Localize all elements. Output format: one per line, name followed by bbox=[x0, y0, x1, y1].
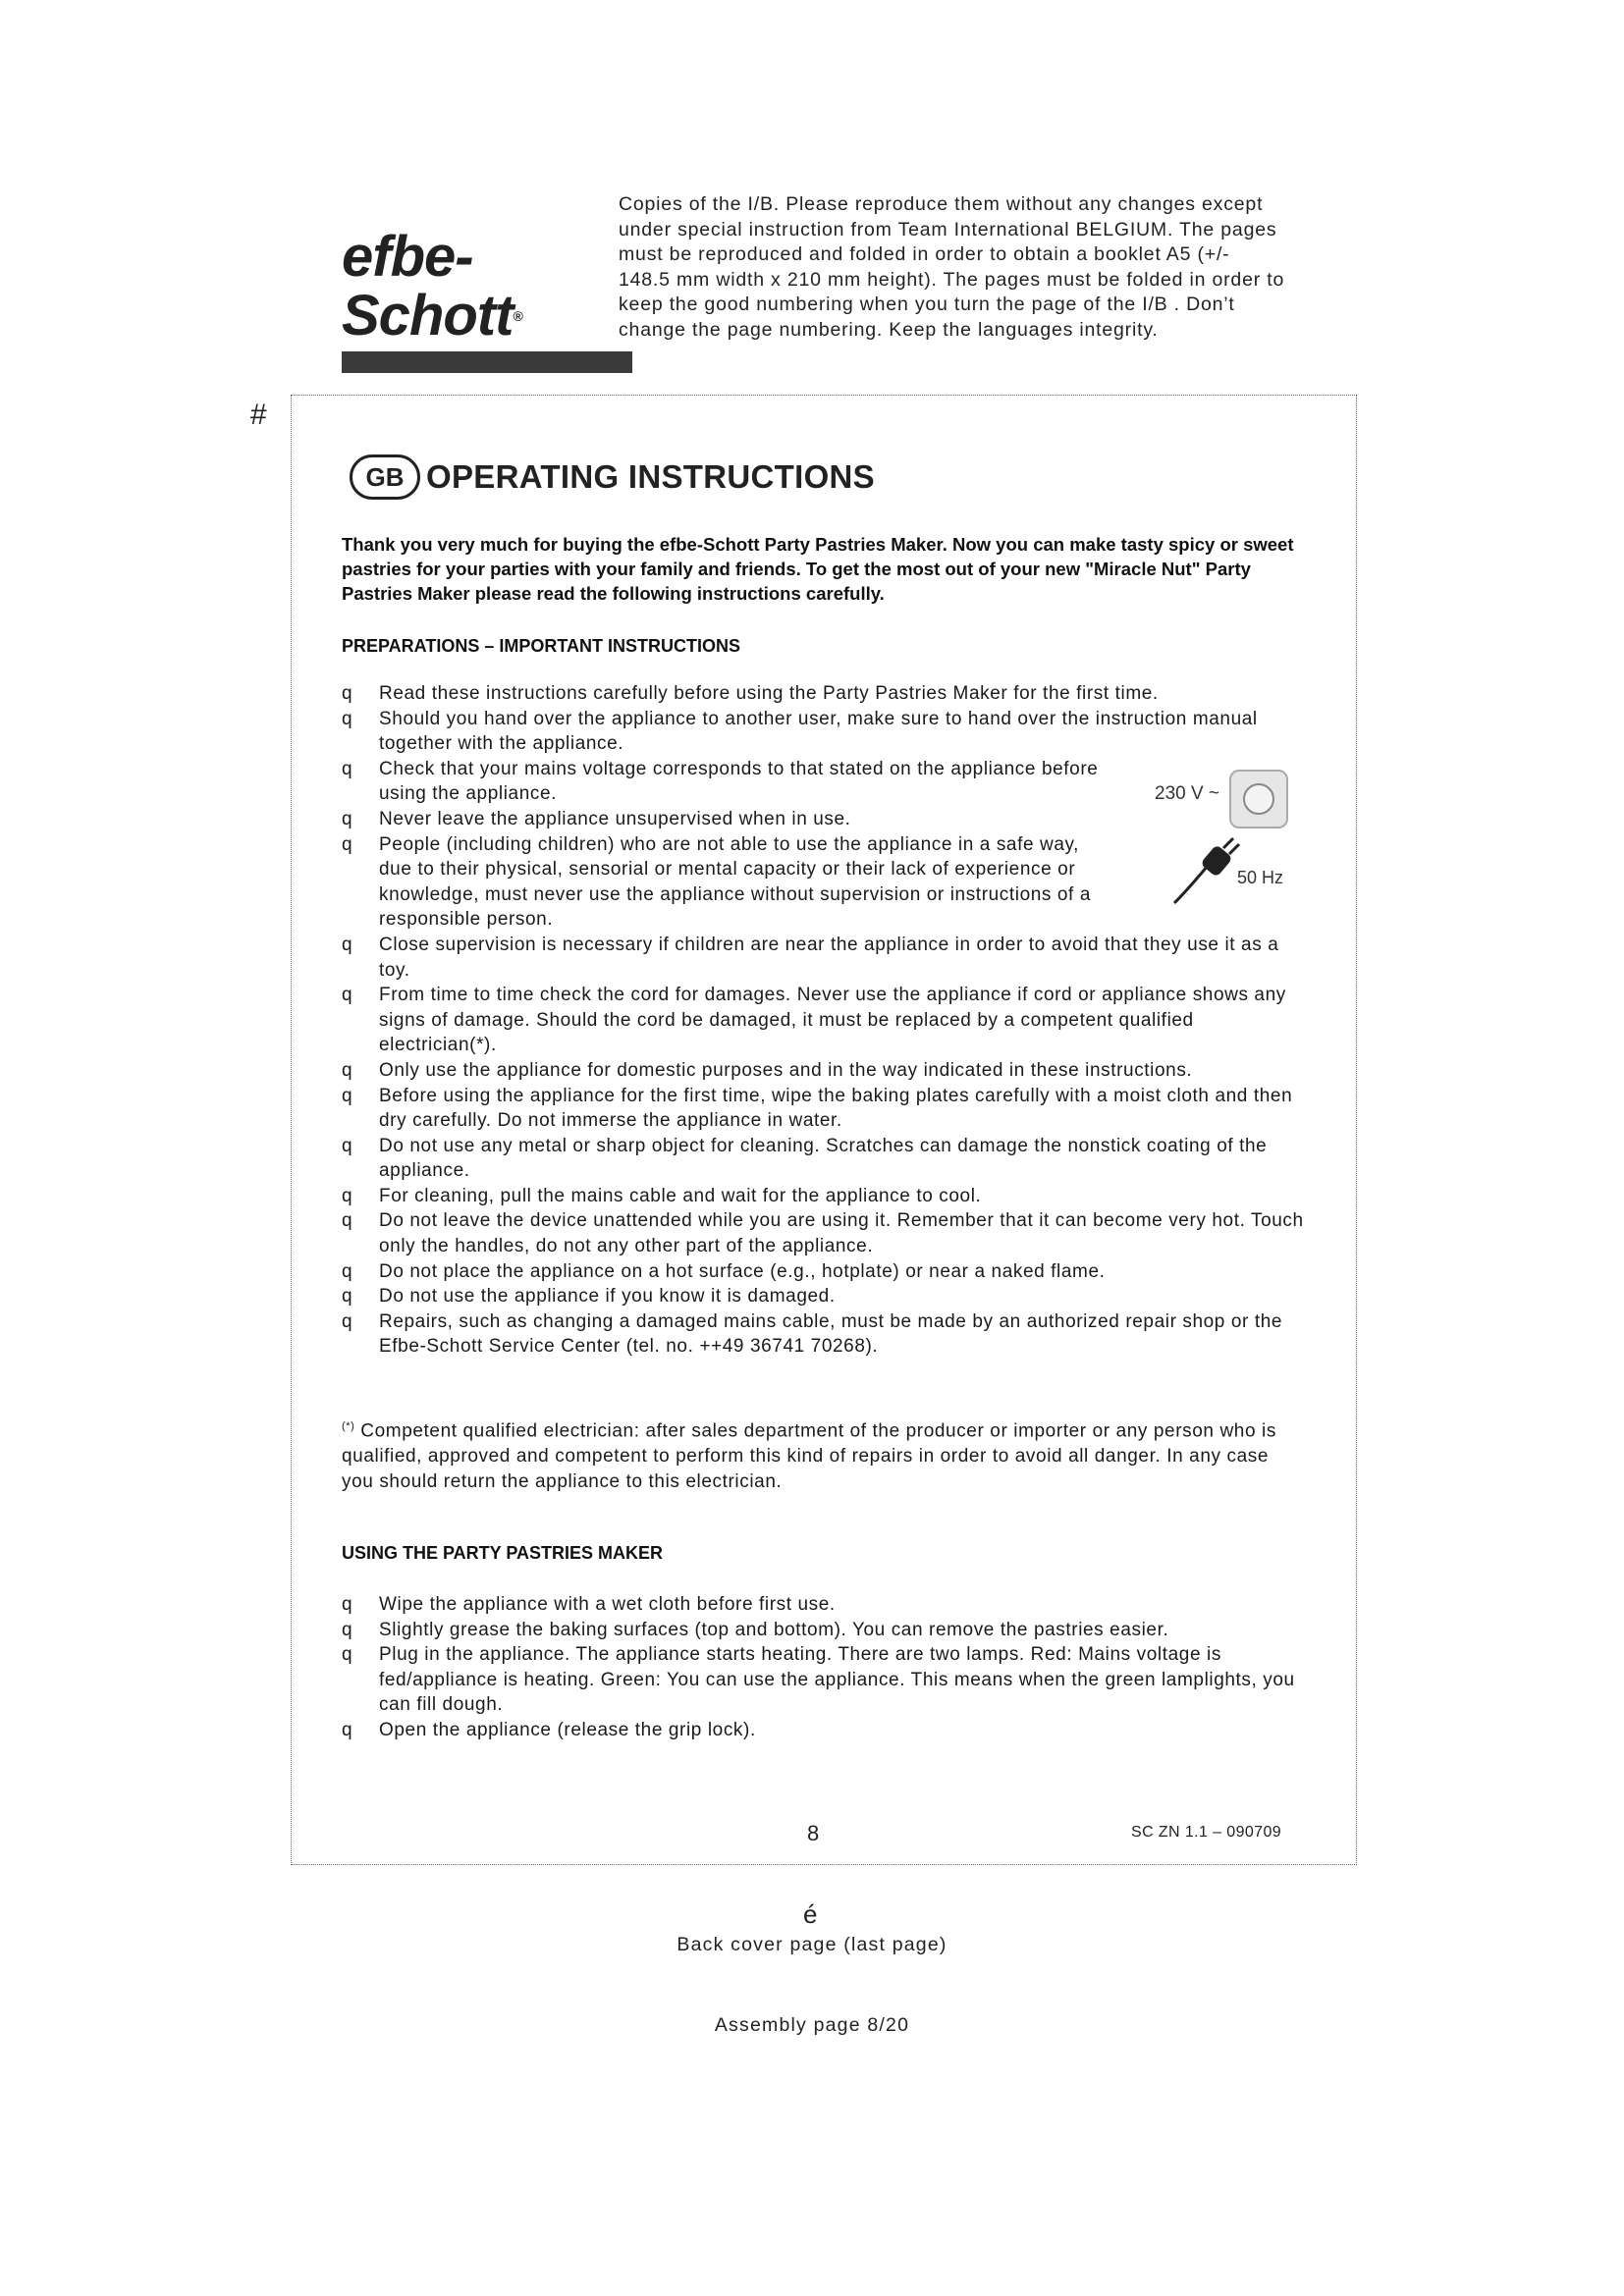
list-item: q Close supervision is necessary if children are near the appliance in order to avoid that they use it as a toy. bbox=[342, 934, 1279, 981]
language-badge: GB bbox=[350, 454, 420, 500]
hash-mark: # bbox=[250, 399, 267, 431]
using-list bbox=[342, 1592, 1304, 1743]
frequency-label: 50 Hz bbox=[1237, 868, 1284, 887]
list-item: q Read these instructions carefully before using the Party Pastries Maker for the first time. bbox=[342, 683, 1159, 704]
list-item: q Wipe the appliance with a wet cloth before first use. bbox=[342, 1594, 836, 1615]
list-item: q Do not leave the device unattended while you are using it. Remember that it can become very hot. Touch only the handles, do not any other part of the appliance. bbox=[342, 1210, 1304, 1257]
list-item: q Before using the appliance for the first time, wipe the baking plates carefully with a moist cloth and then dry carefully. Do not immerse the appliance in water. bbox=[342, 1085, 1293, 1132]
list-item: q People (including children) who are not able to use the appliance in a safe way, due to their physical, sensorial or mental capacity or their lack of experience or knowledge, must never use the appliance without supervision or instructions of a responsible person. bbox=[342, 833, 1091, 931]
list-item: q Check that your mains voltage corresponds to that stated on the appliance before using the appliance. bbox=[342, 758, 1099, 805]
list-item: q For cleaning, pull the mains cable and wait for the appliance to cool. bbox=[342, 1185, 982, 1206]
list-item: q Do not use any metal or sharp object for cleaning. Scratches can damage the nonstick coating of the appliance. bbox=[342, 1135, 1268, 1182]
list-item: q Only use the appliance for domestic purposes and in the way indicated in these instructions. bbox=[342, 1059, 1193, 1081]
list-item: q Open the appliance (release the grip lock). bbox=[342, 1719, 756, 1740]
assembly-page-label: Assembly page 8/20 bbox=[714, 2014, 910, 2036]
electrician-footnote: (*) Competent qualified electrician: after sales department of the producer or importer or any person who is qualified, approved and competent to perform this kind of repairs in order to avoid all danger. In any case you should return the appliance to this electrician. bbox=[342, 1420, 1276, 1493]
voltage-label: 230 V ~ bbox=[1155, 783, 1220, 804]
back-cover-label: Back cover page (last page) bbox=[677, 1934, 947, 1955]
wall-socket-icon bbox=[1229, 770, 1288, 828]
intro-paragraph: Thank you very much for buying the efbe-Schott Party Pastries Maker. Now you can make tasty spicy or sweet pastries for your parties with your family and friends. To get the most out of your new "Miracle Nut" Party Pastries Maker please read the following instructions carefully. bbox=[342, 534, 1294, 604]
list-item: q Do not use the appliance if you know it is damaged. bbox=[342, 1286, 836, 1308]
list-item: q Should you hand over the appliance to another user, make sure to hand over the instruction manual together with the appliance. bbox=[342, 708, 1258, 755]
preparations-title: PREPARATIONS – IMPORTANT INSTRUCTIONS bbox=[342, 636, 741, 656]
reproduction-note: Copies of the I/B. Please reproduce them without any changes except under special instruction from Team International BELGIUM. The pages must be reproduced and folded in order to obtain a booklet A5 (+/- 148.5 mm width x 210 mm height). The pages must be folded in order to keep the good numbering when you turn the page of the I/B . Don’t change the page numbering. Keep the languages integrity. bbox=[619, 193, 1285, 341]
list-item: q Plug in the appliance. The appliance starts heating. There are two lamps. Red: Mains voltage is fed/appliance is heating. Green: You can use the appliance. This means when the green lamplights, you can fill dough. bbox=[342, 1644, 1295, 1716]
brand-logo bbox=[342, 225, 636, 373]
using-title: USING THE PARTY PASTRIES MAKER bbox=[342, 1543, 664, 1563]
socket-illustration bbox=[1155, 768, 1292, 905]
logo-wordmark: efbe-Schott® bbox=[342, 225, 522, 347]
list-item: q From time to time check the cord for damages. Never use the appliance if cord or appliance shows any signs of damage. Should the cord be damaged, it must be replaced by a competent qualified electrician(*). bbox=[342, 985, 1286, 1056]
page-number: 8 bbox=[807, 1821, 820, 1845]
document-code: SC ZN 1.1 – 090709 bbox=[1131, 1824, 1282, 1841]
plug-icon bbox=[1168, 830, 1247, 909]
list-item: q Slightly grease the baking surfaces (top and bottom). You can remove the pastries easier. bbox=[342, 1619, 1169, 1640]
list-item: q Repairs, such as changing a damaged mains cable, must be made by an authorized repair shop or the Efbe-Schott Service Center (tel. no. ++49 36741 70268). bbox=[342, 1310, 1283, 1358]
section-heading bbox=[350, 454, 875, 501]
list-item: q Never leave the appliance unsupervised when in use. bbox=[342, 808, 851, 829]
page-title: OPERATING INSTRUCTIONS bbox=[426, 458, 875, 495]
list-item: q Do not place the appliance on a hot surface (e.g., hotplate) or near a naked flame. bbox=[342, 1260, 1106, 1282]
logo-underbar bbox=[342, 351, 632, 373]
page-glyph: é bbox=[803, 1899, 818, 1929]
